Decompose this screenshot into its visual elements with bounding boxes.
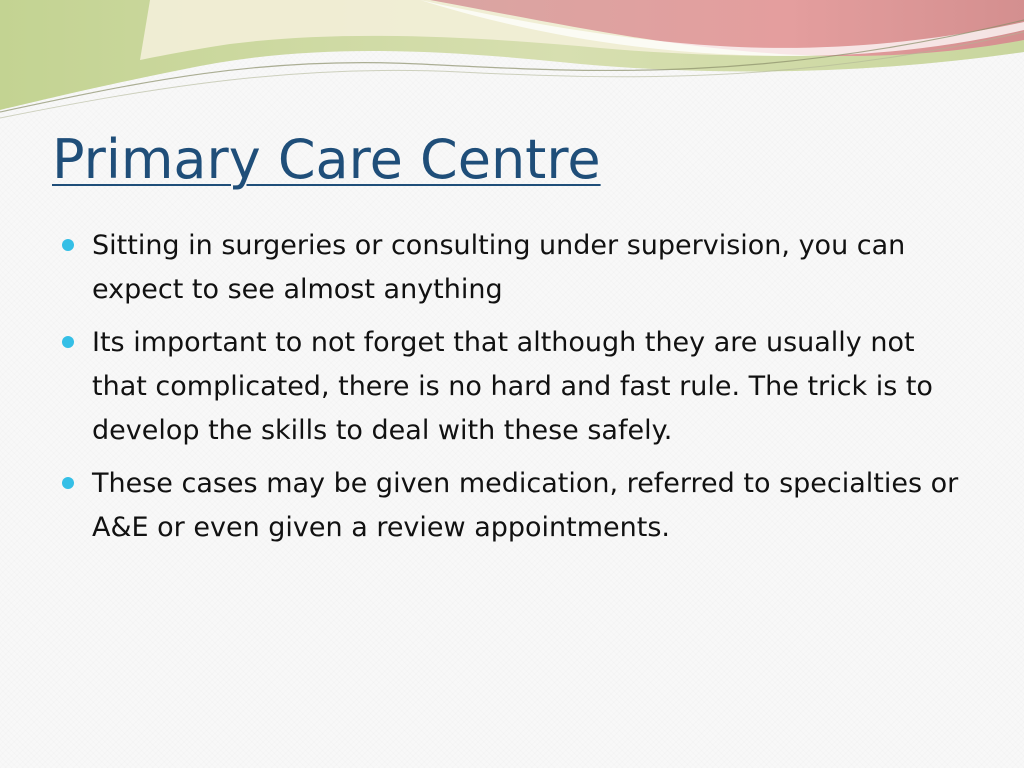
slide-title: Primary Care Centre bbox=[52, 128, 601, 191]
decorative-wave-header bbox=[0, 0, 1024, 130]
bullet-list bbox=[62, 224, 962, 559]
bullet-text: These cases may be given medication, referred to specialties or A&E or even given a review appointments. bbox=[92, 468, 959, 543]
bullet-item bbox=[62, 224, 962, 312]
bullet-text: Sitting in surgeries or consulting under supervision, you can expect to see almost anything bbox=[92, 230, 906, 305]
bullet-dot-icon bbox=[62, 336, 74, 348]
bullet-dot-icon bbox=[62, 477, 74, 489]
bullet-dot-icon bbox=[62, 239, 74, 251]
bullet-text: Its important to not forget that although they are usually not that complicated, there is no hard and fast rule. The trick is to develop the skills to deal with these safely. bbox=[92, 327, 933, 446]
bullet-item bbox=[62, 321, 962, 453]
bullet-item bbox=[62, 462, 962, 550]
